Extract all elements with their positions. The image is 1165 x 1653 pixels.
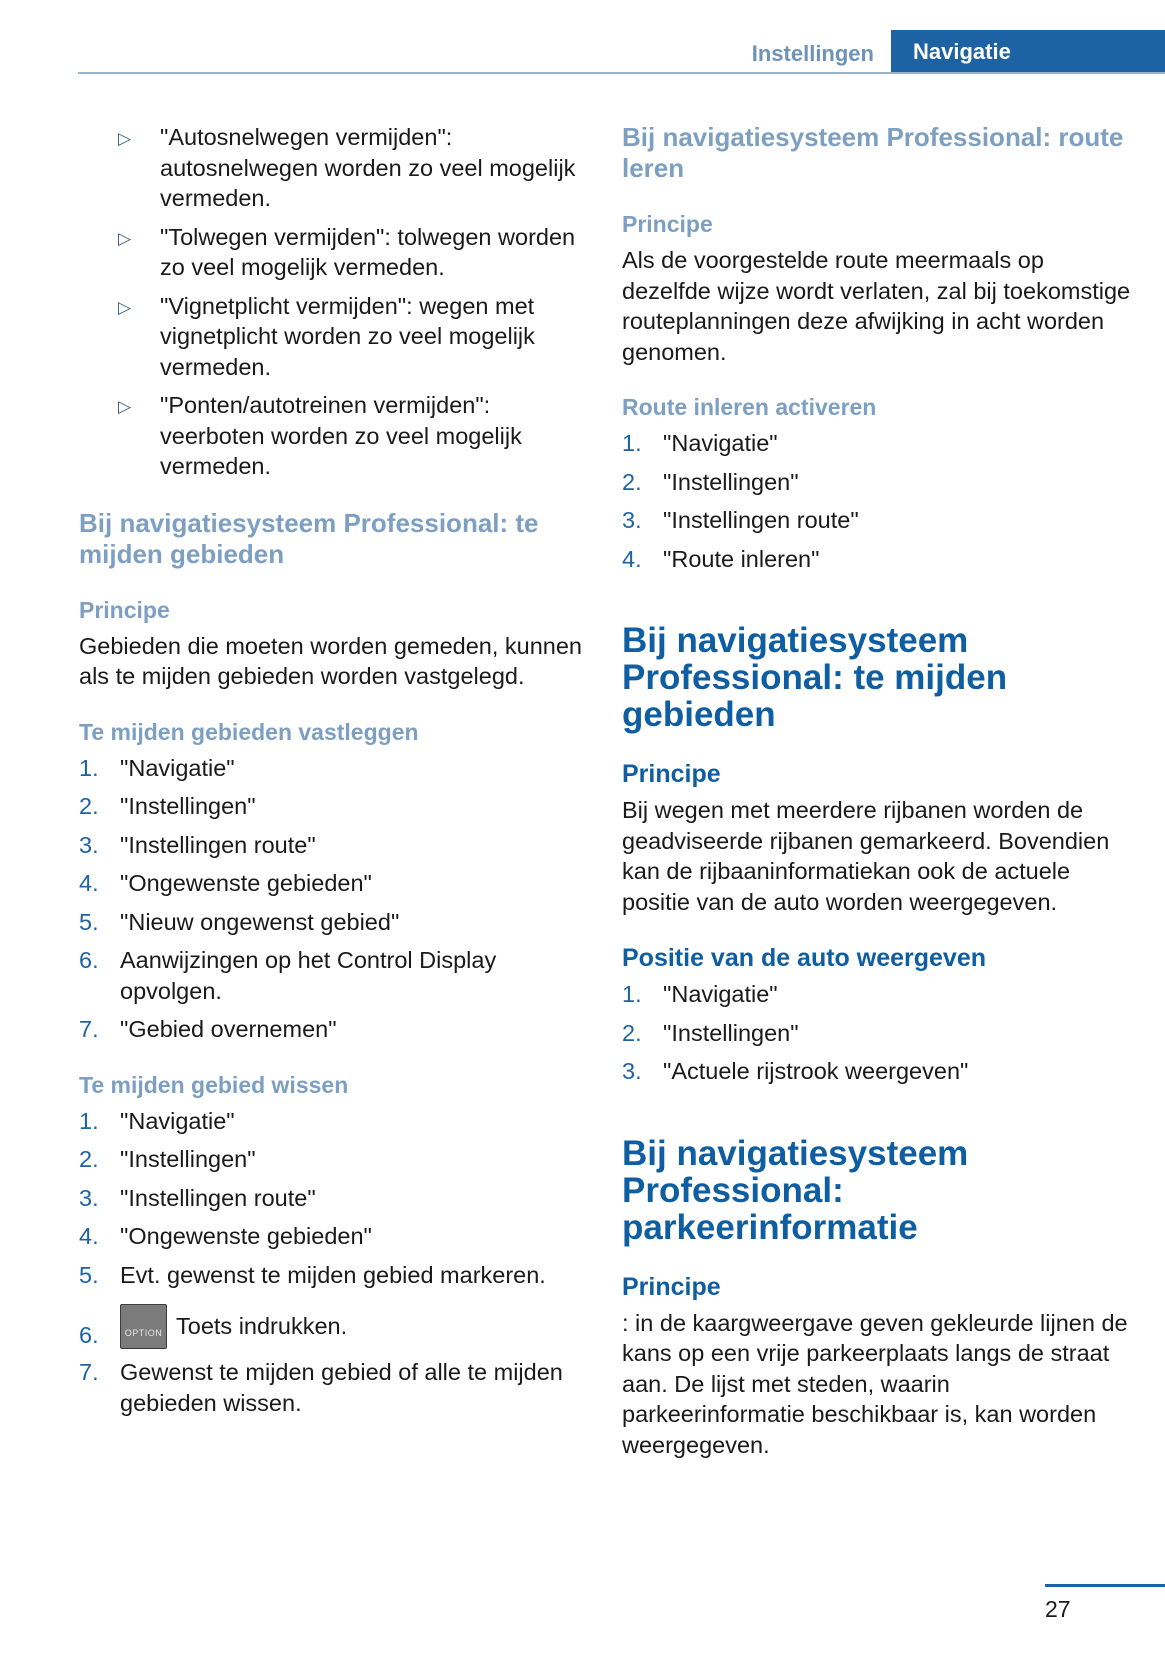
header-chapter-tab[interactable]: Navigatie — [891, 30, 1165, 74]
header-section-tab[interactable]: Instellingen — [751, 41, 874, 66]
show-car-position-heading: Positie van de auto weergeven — [622, 944, 987, 972]
route-learning-activate-heading: Route inleren activeren — [622, 394, 877, 420]
list-item: 1. "Navigatie" — [79, 1107, 235, 1134]
list-item: ▷ "Tolwegen vermijden": tolwegen worden zo veel mogelijk vermeden. — [118, 223, 576, 280]
header-rule — [78, 72, 1165, 74]
principle-heading: Principe — [622, 1272, 721, 1301]
option-key-icon: OPTION — [120, 1304, 167, 1349]
section-title-parking-info: Bij navigatiesysteem Professional: parkeerinformatie — [622, 1133, 969, 1247]
triangle-bullet-icon: ▷ — [118, 129, 132, 148]
list-item: 3. "Instellingen route" — [79, 1184, 316, 1211]
principle-text: Als de voorgestelde route meermaals op dezelfde wijze wordt verlaten, zal bij toekomstige routeplanningen deze afwijking in acht worden genomen. — [622, 247, 1131, 365]
list-item: 1. "Navigatie" — [79, 754, 235, 781]
section-title-avoid-areas: Bij navigatiesysteem Professional: te mijden gebieden — [79, 507, 539, 569]
list-item: 4. "Route inleren" — [622, 545, 820, 572]
page-number: 27 — [1045, 1596, 1071, 1622]
list-item: 4. "Ongewenste gebieden" — [79, 1223, 372, 1249]
list-item: 3. "Instellingen route" — [622, 507, 859, 533]
list-item: 6. OPTION Toets indrukken. — [79, 1304, 589, 1349]
list-item: 3. "Actuele rijstrook weergeven" — [622, 1058, 969, 1084]
list-item: ▷ "Autosnelwegen vermijden": autosnelwegen worden zo veel mogelijk vermeden. — [118, 124, 576, 211]
list-item: 2. "Instellingen" — [622, 1019, 799, 1046]
list-item: ▷ "Ponten/autotreinen vermijden": veerboten worden zo veel mogelijk vermeden. — [118, 392, 522, 479]
list-item: 5. "Nieuw ongewenst gebied" — [79, 908, 400, 935]
list-item: 2. "Instellingen" — [622, 468, 799, 495]
list-item: ▷ "Vignetplicht vermijden": wegen met vignetplicht worden zo veel mogelijk vermeden. — [118, 292, 535, 380]
list-item: 1. "Navigatie" — [622, 430, 778, 456]
list-item: 6. Aanwijzingen op het Control Display opvolgen. — [79, 947, 497, 1004]
page-number-rule — [1045, 1584, 1165, 1587]
principle-text: : in de kaargweergave geven gekleurde lijnen de kans op een vrije parkeerplaats langs de straat aan. De lijst met steden, waarin parkeerinformatie beschikbaar is, kan worden weergegeven. — [622, 1309, 1128, 1458]
list-item: 2. "Instellingen" — [79, 1146, 256, 1172]
route-learning-steps — [622, 428, 1132, 574]
section-title-route-learning: Bij navigatiesysteem Professional: route leren — [622, 122, 1124, 183]
avoid-options-list — [79, 122, 589, 482]
list-item: 7. "Gebied overnemen" — [79, 1016, 337, 1042]
list-item: 4. "Ongewenste gebieden" — [79, 870, 372, 896]
triangle-bullet-icon: ▷ — [118, 397, 132, 416]
fix-areas-steps — [79, 753, 589, 1045]
principle-heading: Principe — [622, 211, 713, 237]
show-car-position-steps — [622, 979, 1132, 1087]
list-item: 1. "Navigatie" — [622, 981, 778, 1007]
left-column — [79, 122, 589, 1426]
list-item: 7. Gewenst te mijden gebied of alle te mijden gebieden wissen. — [79, 1359, 563, 1416]
delete-area-heading: Te mijden gebied wissen — [79, 1071, 349, 1098]
fix-areas-heading: Te mijden gebieden vastleggen — [79, 718, 419, 745]
principle-heading: Principe — [622, 760, 721, 788]
principle-text: Gebieden die moeten worden gemeden, kunnen als te mijden gebieden worden vastgelegd. — [79, 632, 583, 689]
list-item: 3. "Instellingen route" — [79, 831, 316, 858]
principle-text: Bij wegen met meerdere rijbanen worden de geadviseerde rijbanen gemarkeerd. Bovendien kan de rijbaaninformatiekan ook de actuele positie van de auto worden weergegeven. — [622, 797, 1110, 915]
triangle-bullet-icon: ▷ — [118, 297, 132, 317]
delete-area-steps — [79, 1106, 589, 1419]
list-item: 5. Evt. gewenst te mijden gebied markeren. — [79, 1261, 546, 1288]
right-column — [622, 122, 1132, 1460]
section-title-lane-info: Bij navigatiesysteem Professional: te mijden gebieden — [622, 621, 1008, 734]
triangle-bullet-icon: ▷ — [118, 228, 132, 248]
principle-heading: Principe — [79, 596, 170, 623]
list-item: 2. "Instellingen" — [79, 793, 256, 819]
